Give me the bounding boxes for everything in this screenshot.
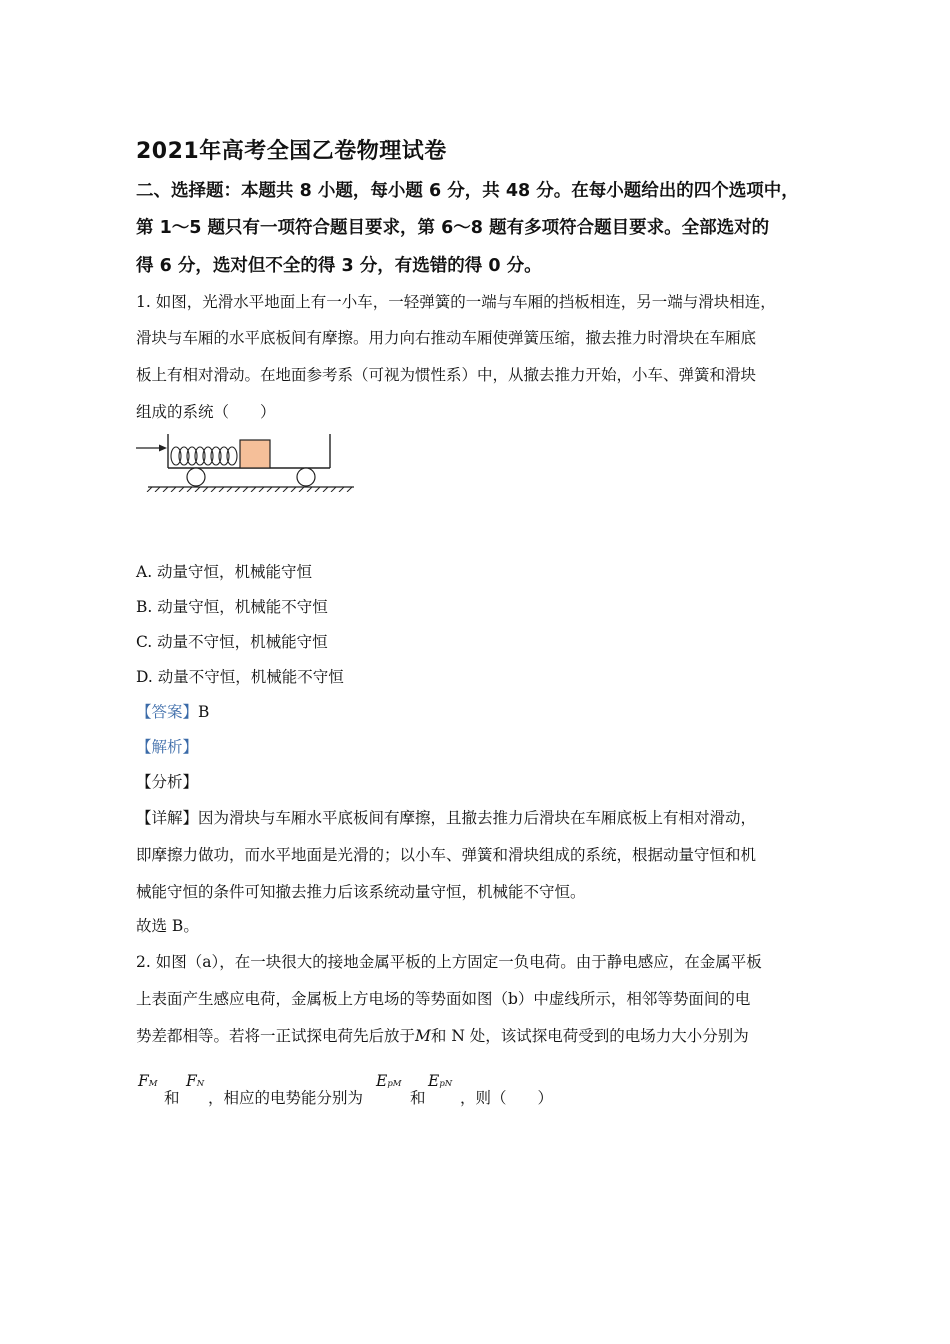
q1-option-d: D. 动量不守恒，机械能不守恒	[136, 668, 344, 686]
q1-stem-line-4: 组成的系统（ ）	[136, 403, 276, 421]
detail-tag: 【详解】	[136, 809, 199, 827]
cart-spring-block-diagram	[134, 430, 358, 492]
q1-option-c: C. 动量不守恒，机械能守恒	[136, 633, 328, 651]
q2-line3-post: 和 N 处，该试探电荷受到的电场力大小分别为	[430, 1027, 749, 1045]
q1-detail-line-3: 械能守恒的条件可知撤去推力后该系统动量守恒，机械能不守恒。	[136, 883, 586, 901]
section-instructions-line-1: 二、选择题：本题共 8 小题，每小题 6 分，共 48 分。在每小题给出的四个选项中，	[136, 181, 799, 201]
q2-end-text: ，则（ ）	[460, 1089, 554, 1107]
detail-text-1: 因为滑块与车厢水平底板间有摩擦，且撤去推力后滑块在车厢底板上有相对滑动，	[198, 809, 757, 827]
analysis-tag: 【解析】	[136, 738, 199, 756]
q1-conclusion: 故选 B。	[136, 917, 199, 935]
q1-answer	[136, 700, 209, 722]
q2-stem-line-2: 上表面产生感应电荷，金属板上方电场的等势面如图（b）中虚线所示，相邻等势面间的电	[136, 990, 751, 1008]
page-title: 2021年高考全国乙卷物理试卷	[136, 139, 447, 164]
q2-line3-pre: 势差都相等。若将一正试探电荷先后放于	[136, 1027, 416, 1045]
answer-value: B	[198, 703, 210, 721]
q1-detail-line-2: 即摩擦力做功，而水平地面是光滑的；以小车、弹簧和滑块组成的系统，根据动量守恒和机	[136, 846, 757, 864]
q1-option-a: A. 动量守恒，机械能守恒	[136, 563, 313, 581]
symbol-M: M	[415, 1027, 431, 1045]
q1-detail-line-1	[136, 806, 756, 828]
symbol-F-N: FN	[186, 1072, 205, 1090]
section-instructions-line-2: 第 1～5 题只有一项符合题目要求，第 6～8 题有多项符合题目要求。全部选对的	[136, 218, 770, 238]
section-instructions-line-3: 得 6 分，选对但不全的得 3 分，有选错的得 0 分。	[136, 256, 542, 276]
symbol-E-pM: EpM	[376, 1072, 402, 1090]
fenxi-tag: 【分析】	[136, 773, 199, 791]
q1-stem-line-3: 板上有相对滑动。在地面参考系（可视为惯性系）中，从撤去推力开始，小车、弹簧和滑块	[136, 366, 757, 384]
symbol-F-M: FM	[138, 1072, 158, 1090]
q1-stem-line-2: 滑块与车厢的水平底板间有摩擦。用力向右推动车厢使弹簧压缩，撤去推力时滑块在车厢底	[136, 329, 757, 347]
q1-option-b: B. 动量守恒，机械能不守恒	[136, 598, 328, 616]
q2-stem-line-3	[136, 1024, 749, 1046]
symbol-E-pN: EpN	[428, 1072, 453, 1090]
q1-stem-line-1: 1. 如图，光滑水平地面上有一小车，一轻弹簧的一端与车厢的挡板相连，另一端与滑块相连，	[136, 293, 776, 311]
q2-stem-line-1: 2. 如图（a），在一块很大的接地金属平板的上方固定一负电荷。由于静电感应，在金属平板	[136, 953, 762, 971]
answer-tag: 【答案】	[136, 703, 199, 721]
and-text-1: 和	[164, 1089, 180, 1107]
q2-mid-text: ，相应的电势能分别为	[208, 1089, 364, 1107]
and-text-2: 和	[410, 1089, 426, 1107]
